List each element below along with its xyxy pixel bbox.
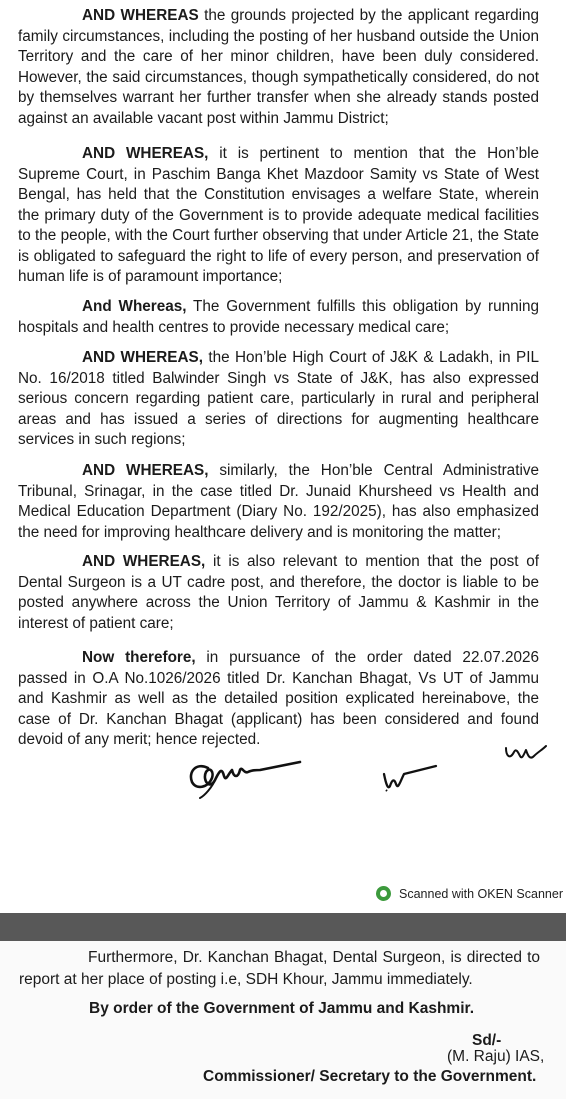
paragraph-high-court	[18, 348, 539, 451]
paragraph-lead: AND WHEREAS,	[82, 553, 206, 570]
paragraph-tribunal	[18, 461, 539, 543]
paragraph-grounds	[18, 6, 539, 129]
paragraph-lead: And Whereas,	[82, 298, 187, 315]
page-separator-band	[0, 913, 566, 941]
paragraph-text: it is also relevant to mention that the post of Dental Surgeon is a UT cadre post, and therefore, the doctor is liable to be posted anywhere across the Union Territory of Jammu & Kashmir in the interest of patient care;	[18, 553, 540, 632]
scan-watermark	[376, 886, 563, 901]
paragraph-text: The Government fulfills this obligation by running hospitals and health centres to provide necessary medical care;	[18, 298, 540, 336]
paragraph-text: it is pertinent to mention that the Hon’ble Supreme Court, in Paschim Banga Khet Mazdoor Samity vs State of West Bengal, has held that the Constitution envisages a welfare State, wherein the primary duty of the Government is to provide adequate medical facilities to the people, with the Court further observing that under Article 21, the State is obligated to safeguard the right to life of every person, and preservation of human life is of paramount importance;	[18, 145, 540, 285]
lower-page	[0, 941, 566, 1099]
paragraph-government-obligation	[18, 297, 539, 338]
by-order-line: By order of the Government of Jammu and Kashmir.	[89, 1000, 474, 1017]
paragraph-text: in pursuance of the order dated 22.07.2026 passed in O.A No.1026/2026 titled Dr. Kanchan Bhagat, Vs UT of Jammu and Kashmir as well as the detailed position explicated hereinabove, the case of Dr. Kanchan Bhagat (applicant) has been considered and found devoid of any merit; hence rejected.	[18, 649, 539, 748]
paragraph-now-therefore	[18, 648, 539, 751]
furthermore-text: Furthermore, Dr. Kanchan Bhagat, Dental Surgeon, is directed to report at her place of posting i.e, SDH Khour, Jammu immediately.	[19, 949, 540, 988]
paragraph-text: similarly, the Hon’ble Central Administrative Tribunal, Srinagar, in the case titled Dr. Junaid Khursheed vs Health and Medical Education Department (Diary No. 192/2025), has also emphasized the need for improving healthcare delivery and is monitoring the matter;	[18, 462, 539, 541]
scanner-logo-icon	[376, 886, 391, 901]
paragraph-lead: AND WHEREAS,	[82, 462, 209, 479]
paragraph-text: the grounds projected by the applicant regarding family circumstances, including the posting of her husband outside the Union Territory and the care of her minor children, have been duly considered. However, the said circumstances, though sympathetically considered, do not by themselves warrant her further transfer when she already stands posted against an available vacant post within Jammu District;	[18, 7, 540, 127]
paragraph-lead: AND WHEREAS	[82, 7, 199, 24]
sd-mark: Sd/-	[472, 1032, 502, 1049]
paragraph-supreme-court	[18, 144, 539, 288]
signatory-name: (M. Raju) IAS,	[447, 1048, 545, 1065]
paragraph-lead: AND WHEREAS,	[82, 145, 209, 162]
furthermore-paragraph	[19, 947, 540, 991]
paragraph-lead: AND WHEREAS,	[82, 349, 203, 366]
signature-2	[378, 760, 442, 794]
paragraph-text: the Hon’ble High Court of J&K & Ladakh, in PIL No. 16/2018 titled Balwinder Singh vs State of J&K, has also expressed serious concern regarding patient care, particularly in rural and peripheral areas and has issued a series of directions for augmenting healthcare services in such regions;	[18, 349, 539, 448]
paragraph-lead: Now therefore,	[82, 649, 196, 666]
scan-watermark-text: Scanned with OKEN Scanner	[399, 886, 563, 901]
signatory-title: Commissioner/ Secretary to the Government.	[203, 1068, 537, 1085]
signature-1	[186, 748, 306, 806]
paragraph-ut-cadre	[18, 552, 539, 634]
signature-3	[500, 738, 550, 770]
